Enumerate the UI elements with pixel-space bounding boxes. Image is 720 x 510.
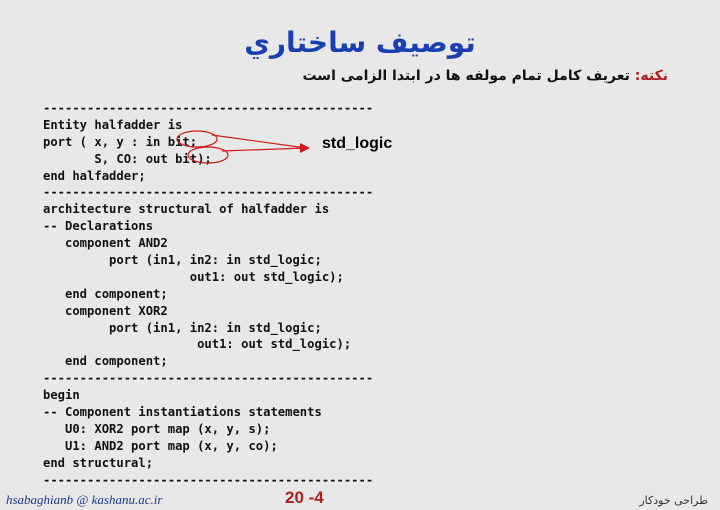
note-line (302, 68, 668, 84)
code-line: end component; (43, 286, 168, 301)
footer-email: hsabaghianb @ kashanu.ac.ir (6, 492, 163, 507)
slide-title: توصيف ساختاري (244, 26, 476, 59)
code-line: --------------------------------------------- (43, 371, 374, 386)
code-line: Entity halfadder is (43, 117, 183, 132)
note-label: نکته: (634, 68, 668, 84)
code-line: end component; (43, 354, 168, 369)
code-line: port (in1, in2: in std_logic; (43, 253, 322, 268)
code-line: -- Declarations (43, 219, 154, 234)
code-line: --------------------------------------------- (43, 101, 374, 115)
code-line: --------------------------------------------- (43, 185, 374, 200)
code-line: out1: out std_logic); (43, 337, 352, 352)
code-line: architecture structural of halfadder is (43, 202, 330, 217)
note-text: تعریف کامل تمام مولفه ها در ابتدا الزامی است (302, 68, 635, 84)
code-line: U1: AND2 port map (x, y, co); (43, 438, 278, 453)
vhdl-code-block (43, 100, 373, 488)
code-line: port ( x, y : in bit; (43, 134, 198, 149)
code-line: port (in1, in2: in std_logic; (43, 320, 322, 335)
std-logic-annotation: std_logic (322, 135, 393, 152)
code-line: component XOR2 (43, 303, 168, 318)
code-line: -- Component instantiations statements (43, 405, 322, 420)
code-line: --------------------------------------------- (43, 472, 374, 487)
code-line: S, CO: out bit); (43, 151, 212, 166)
footer-credit: طراحی خودکار (639, 494, 708, 507)
code-line: component AND2 (43, 236, 168, 251)
code-line: U0: XOR2 port map (x, y, s); (43, 421, 271, 436)
page-number: 20 -4 (285, 488, 324, 507)
code-line: begin (43, 388, 80, 403)
code-line: end halfadder; (43, 168, 146, 183)
code-line: out1: out std_logic); (43, 269, 344, 284)
code-line: end structural; (43, 455, 154, 470)
